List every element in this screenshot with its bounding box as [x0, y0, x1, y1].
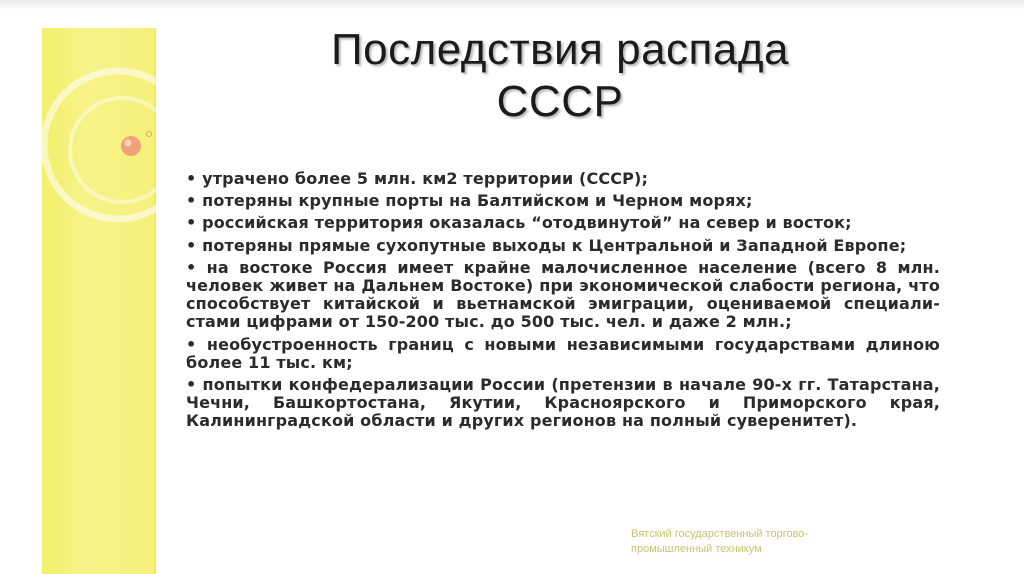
bullet-text: попытки конфедерализации России (претензии в начале 90-х гг. Татарстана, Чечни, Башкортостана, Якутии, Красноярского и Приморского края, Калининградской области и других регионов на полный суверенитет). — [186, 375, 940, 431]
large-ring-shape — [44, 71, 192, 219]
bullet-text: утрачено более 5 млн. км2 территории (СССР); — [202, 169, 649, 188]
bullet-text: необустроенность границ с новыми независимыми государствами длиною более 11 тыс. км; — [186, 334, 940, 372]
slide-title-line-1: Последствия распада — [331, 25, 789, 74]
bullet-text: потеряны прямые сухопутные выходы к Центральной и Западной Европе; — [202, 235, 907, 255]
bullet-symbol: • — [186, 213, 197, 233]
small-dot-shape — [147, 132, 152, 137]
bullet-symbol: • — [186, 375, 197, 395]
bullet-symbol: • — [186, 169, 197, 188]
bullet-text: российская территория оказалась “отодвинутой” на север и восток; — [202, 213, 852, 233]
bullet-list — [186, 170, 940, 435]
bullet-item — [186, 376, 940, 431]
bullet-text: на востоке Россия имеет крайне малочисленное население (всего 8 млн. человек живет на Дальнем Востоке) при экономической слабости региона, что способствует китайской и вьетнамской эмиграции, оцениваемой специали-стами цифрами от 150-200 тыс. до 500 тыс. чел. и даже 2 млн.; — [186, 257, 940, 332]
bullet-item — [186, 259, 940, 332]
bullet-item — [186, 192, 940, 210]
footer-line-1: Вятский государственный торгово- — [631, 528, 809, 540]
bullet-symbol: • — [186, 235, 197, 255]
footer-institution-name — [631, 527, 931, 557]
accent-ball-highlight — [125, 140, 132, 147]
bullet-symbol: • — [186, 191, 197, 211]
accent-ball-shape — [121, 136, 141, 156]
bullet-symbol: • — [186, 257, 197, 277]
bullet-item — [186, 336, 940, 372]
bullet-symbol: • — [186, 334, 197, 354]
slide-title-line-2: СССР — [496, 77, 624, 126]
bullet-item — [186, 214, 940, 232]
bullet-text: потеряны крупные порты на Балтийском и Черном морях; — [202, 191, 753, 211]
footer-line-2: промышленный техникум — [631, 543, 762, 555]
bullet-item — [186, 237, 940, 255]
bullet-item — [186, 170, 940, 188]
